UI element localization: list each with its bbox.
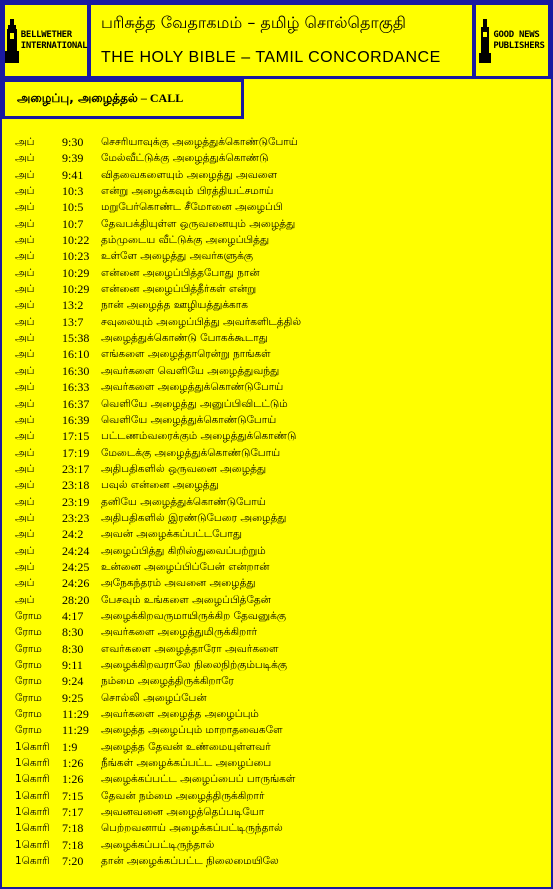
list-item xyxy=(15,510,535,526)
entry-book: அப் xyxy=(15,266,35,279)
entry-reference: 10:29 xyxy=(62,265,90,280)
entry-book: அப் xyxy=(15,577,35,590)
entry-reference: 16:30 xyxy=(62,363,90,378)
entry-reference: 10:5 xyxy=(62,200,84,215)
entry-text: அவர்களை அழைத்துக்கொண்டுபோய் xyxy=(101,381,284,394)
entry-text: தான் அழைக்கப்பட்ட நிலைமையிலே xyxy=(101,855,279,868)
list-item xyxy=(15,150,535,166)
list-item xyxy=(15,477,535,493)
list-item xyxy=(15,379,535,395)
entry-reference: 24:25 xyxy=(62,559,90,574)
entry-book: ரோம xyxy=(15,642,42,655)
entry-book: அப் xyxy=(15,234,35,247)
entry-reference: 9:25 xyxy=(62,690,84,705)
entry-book: அப் xyxy=(15,217,35,230)
entry-text: அவனவனை அழைத்தெப்படியோ xyxy=(101,806,265,819)
list-item xyxy=(15,820,535,836)
entry-book: அப் xyxy=(15,364,35,377)
bell-tower-icon xyxy=(5,19,19,63)
list-item xyxy=(15,216,535,232)
entry-text: எவர்களை அழைத்தாரோ அவர்களை xyxy=(101,642,279,655)
entry-text: உள்ளே அழைத்து அவர்களுக்கு xyxy=(101,250,254,263)
entry-book: அப் xyxy=(15,136,35,148)
list-item xyxy=(15,739,535,755)
entry-text: மேல்வீட்டுக்கு அழைத்துக்கொண்டு xyxy=(101,152,269,165)
entry-book: 1கொரி xyxy=(15,822,50,835)
entry-reference: 24:24 xyxy=(62,543,90,558)
entry-text: மறுபேர்கொண்ட சீமோனை அழைப்பி xyxy=(101,201,283,214)
list-item xyxy=(15,624,535,640)
entry-text: வெளியே அழைத்து அனுப்பிவிடட்டும் xyxy=(101,397,288,410)
entry-book: 1கொரி xyxy=(15,855,50,868)
entry-text: என்னை அழைப்பித்தபோது நான் xyxy=(101,266,260,279)
tower-icon xyxy=(479,19,491,63)
entry-reference: 9:41 xyxy=(62,167,84,182)
entry-reference: 11:29 xyxy=(62,723,89,738)
entry-text: பவுல் என்னை அழைத்து xyxy=(101,479,219,492)
entry-reference: 1:9 xyxy=(62,739,78,754)
title-tamil: பரிசுத்த வேதாகமம் – தமிழ் சொல்தொகுதி xyxy=(101,13,406,32)
entry-text: அழைத்துக்கொண்டு போகக்கூடாது xyxy=(101,332,268,345)
entry-book: 1கொரி xyxy=(15,806,50,819)
entry-text: தனியே அழைத்துக்கொண்டுபோய் xyxy=(101,495,266,508)
list-item xyxy=(15,722,535,738)
entry-text: தேவபக்தியுள்ள ஒருவனையும் அழைத்து xyxy=(101,217,296,230)
list-item xyxy=(15,673,535,689)
entry-reference: 9:30 xyxy=(62,135,84,149)
entry-book: அப் xyxy=(15,397,35,410)
list-item xyxy=(15,755,535,771)
list-item xyxy=(15,641,535,657)
entry-book: அப் xyxy=(15,544,35,557)
entry-text: அழைக்கப்பட்ட அழைப்பைப் பாருங்கள் xyxy=(101,773,296,786)
entry-reference: 23:19 xyxy=(62,494,90,509)
entry-reference: 1:26 xyxy=(62,772,84,787)
entry-book: அப் xyxy=(15,446,35,459)
list-item xyxy=(15,543,535,559)
list-item xyxy=(15,330,535,346)
entry-reference: 11:29 xyxy=(62,707,89,722)
title-english: THE HOLY BIBLE – TAMIL CONCORDANCE xyxy=(101,49,441,66)
entry-reference: 10:22 xyxy=(62,233,90,248)
list-item xyxy=(15,788,535,804)
entry-text: அவர்களை அழைத்த அழைப்பும் xyxy=(101,708,259,721)
entry-book: அப் xyxy=(15,560,35,573)
entry-text: தம்முடைய வீட்டுக்கு அழைப்பித்து xyxy=(101,234,270,247)
entry-text: சவுலையும் அழைப்பித்து அவர்களிடத்தில் xyxy=(101,315,302,328)
entry-text: அநேகந்தரம் அவனை அழைத்து xyxy=(101,577,256,590)
entry-book: ரோம xyxy=(15,691,42,704)
entry-text: சொல்லி அழைப்பேன் xyxy=(101,691,207,704)
entry-reference: 16:10 xyxy=(62,347,90,362)
entry-book: ரோம xyxy=(15,724,42,737)
entry-text: என்று அழைக்கவும் பிரத்தியட்சமாய் xyxy=(101,185,274,198)
entry-book: அப் xyxy=(15,528,35,541)
logo-left-line2: INTERNATIONAL xyxy=(20,40,88,51)
entry-reference: 7:18 xyxy=(62,821,84,836)
list-item xyxy=(15,199,535,215)
entry-reference: 10:29 xyxy=(62,282,90,297)
entry-book: அப் xyxy=(15,283,35,296)
entry-text: பேசவும் உங்களை அழைப்பித்தேன் xyxy=(101,593,271,606)
entry-text: விதவைகளையும் அழைத்து அவளை xyxy=(101,168,278,181)
list-item xyxy=(15,167,535,183)
entry-book: அப் xyxy=(15,332,35,345)
entry-reference: 16:39 xyxy=(62,412,90,427)
entry-reference: 8:30 xyxy=(62,625,84,640)
entry-book: அப் xyxy=(15,315,35,328)
entry-book: அப் xyxy=(15,413,35,426)
entry-reference: 17:15 xyxy=(62,429,90,444)
list-item xyxy=(15,265,535,281)
list-item xyxy=(15,575,535,591)
list-item xyxy=(15,396,535,412)
entry-text: செசரியாவுக்கு அழைத்துக்கொண்டுபோய் xyxy=(101,136,298,148)
list-item xyxy=(15,706,535,722)
entry-book: ரோம xyxy=(15,675,42,688)
concordance-list xyxy=(15,134,535,869)
publisher-logo-left xyxy=(2,2,90,79)
entry-text: அழைத்த தேவன் உண்மையுள்ளவர் xyxy=(101,740,271,753)
entry-book: 1கொரி xyxy=(15,740,50,753)
list-item xyxy=(15,248,535,264)
list-item xyxy=(15,608,535,624)
entry-reference: 9:39 xyxy=(62,151,84,166)
list-item xyxy=(15,346,535,362)
list-item xyxy=(15,771,535,787)
entry-reference: 10:23 xyxy=(62,249,90,264)
entry-book: ரோம xyxy=(15,708,42,721)
entry-reference: 1:26 xyxy=(62,756,84,771)
entry-book: அப் xyxy=(15,168,35,181)
list-item xyxy=(15,134,535,150)
list-item xyxy=(15,428,535,444)
entry-reference: 28:20 xyxy=(62,592,90,607)
list-item xyxy=(15,837,535,853)
entry-text: பெற்றவனாய் அழைக்கப்பட்டிருந்தால் xyxy=(101,822,283,835)
entry-reference: 7:15 xyxy=(62,788,84,803)
entry-book: அப் xyxy=(15,381,35,394)
entry-text: எங்களை அழைத்தாரென்று நாங்கள் xyxy=(101,348,271,361)
entry-reference: 24:26 xyxy=(62,576,90,591)
entry-reference: 13:7 xyxy=(62,314,84,329)
logo-right-line1: GOOD NEWS xyxy=(493,29,540,40)
entry-reference: 16:37 xyxy=(62,396,90,411)
entry-text: பட்டணம்வரைக்கும் அழைத்துக்கொண்டு xyxy=(101,430,297,443)
entry-text: அவர்களை வெளியே அழைத்துவந்து xyxy=(101,364,280,377)
entry-book: அப் xyxy=(15,593,35,606)
entry-reference: 23:18 xyxy=(62,478,90,493)
entry-text: அழைத்த அழைப்பும் மாறாதவைகளே xyxy=(101,724,283,737)
entry-text: நான் அழைத்த ஊழியத்துக்காக xyxy=(101,299,248,312)
entry-reference: 10:3 xyxy=(62,184,84,199)
entry-text: அழைக்கிறவராலே நிலைநிற்கும்படிக்கு xyxy=(101,659,288,671)
entry-book: அப் xyxy=(15,348,35,361)
topic-tamil: அழைப்பு, அழைத்தல் xyxy=(17,91,138,105)
entry-reference: 7:17 xyxy=(62,805,84,820)
entry-reference: 4:17 xyxy=(62,608,84,623)
list-item xyxy=(15,183,535,199)
entry-reference: 15:38 xyxy=(62,331,90,346)
list-item xyxy=(15,314,535,330)
entry-text: தேவன் நம்மை அழைத்திருக்கிறார் xyxy=(101,789,265,802)
list-item xyxy=(15,804,535,820)
entry-reference: 10:7 xyxy=(62,216,84,231)
list-item xyxy=(15,445,535,461)
list-item xyxy=(15,281,535,297)
entry-text: அழைப்பித்து கிறிஸ்துவைப்பற்றும் xyxy=(101,544,266,557)
list-item xyxy=(15,232,535,248)
entry-reference: 7:20 xyxy=(62,854,84,869)
entry-text: வெளியே அழைத்துக்கொண்டுபோய் xyxy=(101,413,277,426)
list-item xyxy=(15,461,535,477)
title-box xyxy=(88,2,475,79)
list-item xyxy=(15,657,535,673)
entry-book: ரோம xyxy=(15,659,42,671)
entry-book: 1கொரி xyxy=(15,789,50,802)
entry-book: அப் xyxy=(15,511,35,524)
topic-english: – CALL xyxy=(137,91,184,105)
entry-book: 1கொரி xyxy=(15,757,50,770)
entry-book: அப் xyxy=(15,462,35,475)
entry-text: நம்மை அழைத்திருக்கிறாரே xyxy=(101,675,234,688)
entry-book: 1கொரி xyxy=(15,838,50,851)
entry-book: அப் xyxy=(15,299,35,312)
entry-book: அப் xyxy=(15,430,35,443)
entry-text: உன்னை அழைப்பிப்பேன் என்றான் xyxy=(101,560,270,573)
entry-reference: 9:11 xyxy=(62,658,83,672)
publisher-logo-right xyxy=(473,2,551,79)
entry-book: 1கொரி xyxy=(15,773,50,786)
list-item xyxy=(15,526,535,542)
entry-book: அப் xyxy=(15,495,35,508)
entry-text: அழைக்கப்பட்டிருந்தால் xyxy=(101,838,215,851)
entry-text: அழைக்கிறவருமாயிருக்கிற தேவனுக்கு xyxy=(101,609,287,622)
entry-book: அப் xyxy=(15,479,35,492)
entry-reference: 9:24 xyxy=(62,674,84,689)
entry-text: நீங்கள் அழைக்கப்பட்ட அழைப்பை xyxy=(101,757,272,770)
entry-reference: 23:17 xyxy=(62,461,90,476)
entry-reference: 13:2 xyxy=(62,298,84,313)
topic-heading xyxy=(17,91,183,107)
entry-text: அவர்களை அழைத்துமிருக்கிறார் xyxy=(101,626,258,639)
list-item xyxy=(15,559,535,575)
entry-reference: 17:19 xyxy=(62,445,90,460)
list-item xyxy=(15,363,535,379)
list-item xyxy=(15,412,535,428)
entry-text: அதிபதிகளில் ஒருவனை அழைத்து xyxy=(101,462,267,475)
topic-box xyxy=(2,79,244,119)
entry-reference: 8:30 xyxy=(62,641,84,656)
list-item xyxy=(15,297,535,313)
entry-book: ரோம xyxy=(15,609,42,622)
entry-book: அப் xyxy=(15,152,35,165)
entry-text: மேடைக்கு அழைத்துக்கொண்டுபோய் xyxy=(101,446,281,459)
entry-text: அவன் அழைக்கப்பட்டபோது xyxy=(101,528,242,541)
entry-reference: 7:18 xyxy=(62,837,84,852)
list-item xyxy=(15,494,535,510)
entry-reference: 23:23 xyxy=(62,510,90,525)
entry-reference: 24:2 xyxy=(62,527,84,542)
logo-left-line1: BELLWETHER xyxy=(20,29,72,40)
entry-book: அப் xyxy=(15,250,35,263)
entry-text: அதிபதிகளில் இரண்டுபேரை அழைத்து xyxy=(101,511,287,524)
entry-text: என்னை அழைப்பித்தீர்கள் என்று xyxy=(101,283,257,296)
entry-book: அப் xyxy=(15,201,35,214)
list-item xyxy=(15,853,535,869)
entry-reference: 16:33 xyxy=(62,380,90,395)
entry-book: ரோம xyxy=(15,626,42,639)
logo-right-line2: PUBLISHERS xyxy=(493,40,545,51)
entry-book: அப் xyxy=(15,185,35,198)
list-item xyxy=(15,690,535,706)
list-item xyxy=(15,592,535,608)
